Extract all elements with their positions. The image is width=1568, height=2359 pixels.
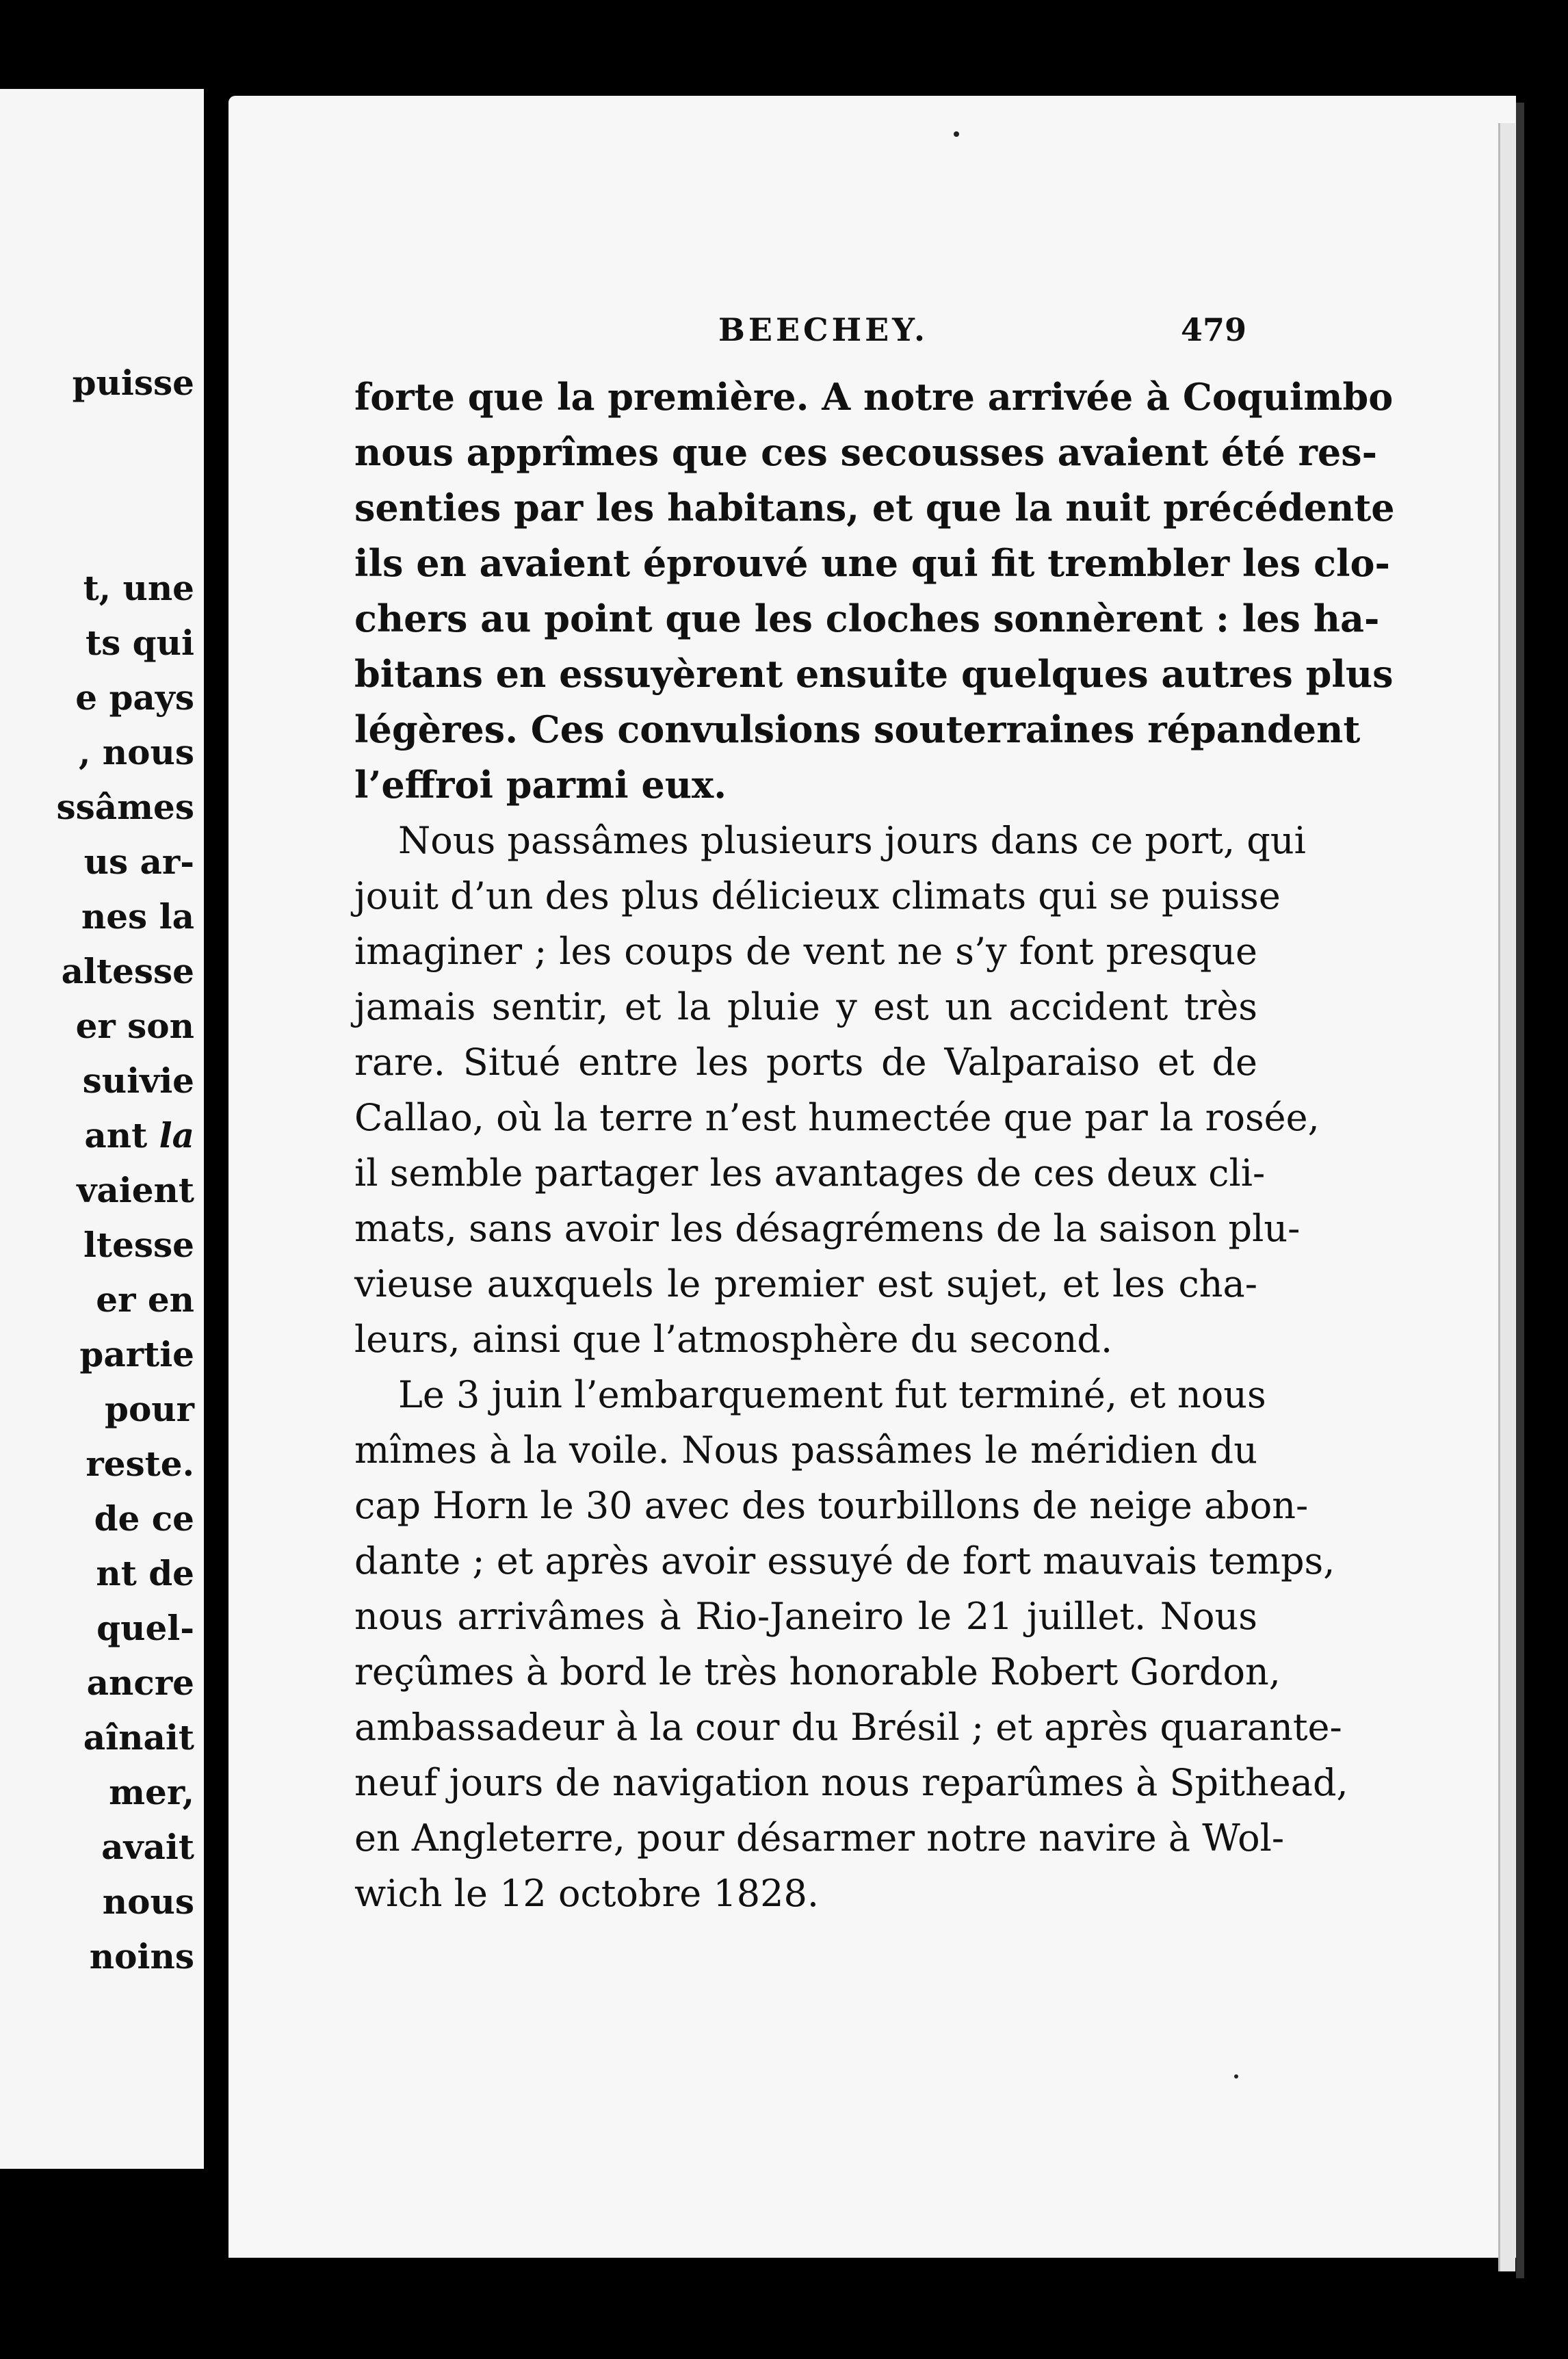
left-page-line: avait (101, 1827, 194, 1867)
left-page-line: nes la (81, 896, 194, 937)
ink-speck (954, 131, 959, 137)
running-head: BEECHEY. (718, 311, 929, 348)
text-line: chers au point que les cloches sonnèrent : les ha- (354, 597, 1380, 640)
left-page-line: ancre (86, 1663, 194, 1703)
left-page-line: puisse (72, 363, 194, 403)
paragraph (354, 369, 1395, 813)
text-line: vieuse auxquels le premier est sujet, et les cha- (354, 1262, 1257, 1305)
text-line: wich le 12 octobre 1828. (354, 1872, 820, 1915)
text-line: dante ; et après avoir essuyé de fort mauvais temps, (354, 1539, 1335, 1582)
text-line: forte que la première. A notre arrivée à Coquimbo (354, 375, 1394, 419)
text-line: bitans en essuyèrent ensuite quelques autres plus (354, 652, 1394, 696)
left-page-line: altesse (61, 951, 194, 991)
left-page-line: pour (104, 1389, 194, 1429)
text-line: nous arrivâmes à Rio-Janeiro le 21 juillet. Nous (354, 1595, 1257, 1638)
text-line: imaginer ; les coups de vent ne s’y font presque (354, 930, 1257, 973)
left-page-line: vaient (77, 1170, 194, 1210)
left-page-line: us ar- (83, 842, 194, 882)
paragraph (354, 1367, 1348, 1921)
paragraph (354, 813, 1320, 1367)
text-line: l’effroi parmi eux. (354, 763, 727, 807)
left-page-line: partie (79, 1334, 194, 1374)
left-page-line: er en (96, 1279, 194, 1320)
text-line: reçûmes à bord le très honorable Robert Gordon, (354, 1650, 1281, 1693)
text-line: leurs, ainsi que l’atmosphère du second. (354, 1318, 1113, 1361)
left-page-line: aînait (83, 1717, 194, 1758)
left-page-line: e pays (75, 677, 194, 718)
left-page-fragment (0, 89, 208, 2169)
text-line: mîmes à la voile. Nous passâmes le méridien du (354, 1429, 1257, 1472)
ink-speck (1234, 2074, 1238, 2078)
text-line: en Angleterre, pour désarmer notre navire à Wol- (354, 1816, 1285, 1860)
left-page-line: er son (75, 1006, 194, 1046)
text-line: Nous passâmes plusieurs jours dans ce port, qui (398, 819, 1306, 862)
left-page-line: ts qui (86, 623, 194, 663)
left-page-line: ssâmes (56, 787, 194, 827)
text-line: rare. Situé entre les ports de Valparaiso et de (354, 1041, 1257, 1084)
left-page-line: ltesse (83, 1225, 194, 1265)
page-number: 479 (1180, 311, 1246, 348)
left-page-line: nt de (96, 1553, 194, 1593)
text-line: nous apprîmes que ces secousses avaient été res- (354, 430, 1378, 474)
text-line: il semble partager les avantages de ces deux cli- (354, 1151, 1266, 1195)
left-page-line: reste. (86, 1444, 194, 1484)
text-line: jamais sentir, et la pluie y est un accident très (354, 985, 1257, 1028)
page-edge-shadow (1516, 103, 1524, 2278)
left-page-line: ant la (84, 1115, 194, 1156)
left-page-line: nous (102, 1881, 194, 1922)
left-page-line: mer, (109, 1772, 194, 1812)
text-line: ambassadeur à la cour du Brésil ; et après quarante- (354, 1706, 1342, 1749)
text-line: senties par les habitans, et que la nuit précédente (354, 486, 1395, 530)
text-line: neuf jours de navigation nous reparûmes à Spithead, (354, 1761, 1348, 1804)
text-line: légères. Ces convulsions souterraines répandent (354, 707, 1361, 751)
page-edge (1498, 123, 1515, 2271)
text-line: cap Horn le 30 avec des tourbillons de neige abon- (354, 1484, 1309, 1527)
left-page-line: t, une (83, 568, 194, 608)
left-page-line: de ce (94, 1498, 194, 1539)
left-page-line: suivie (82, 1060, 194, 1101)
left-page-line: , nous (78, 732, 194, 772)
text-line: mats, sans avoir les désagrémens de la saison plu- (354, 1207, 1301, 1250)
left-page-line: quel- (96, 1608, 194, 1648)
page-body (354, 369, 1395, 1921)
left-page-line: noins (89, 1936, 194, 1977)
text-line: Callao, où la terre n’est humectée que par la rosée, (354, 1096, 1320, 1139)
text-line: jouit d’un des plus délicieux climats qui se puisse (354, 874, 1281, 917)
text-line: Le 3 juin l’embarquement fut terminé, et nous (398, 1373, 1266, 1416)
text-line: ils en avaient éprouvé une qui fit trembler les clo- (354, 541, 1390, 585)
